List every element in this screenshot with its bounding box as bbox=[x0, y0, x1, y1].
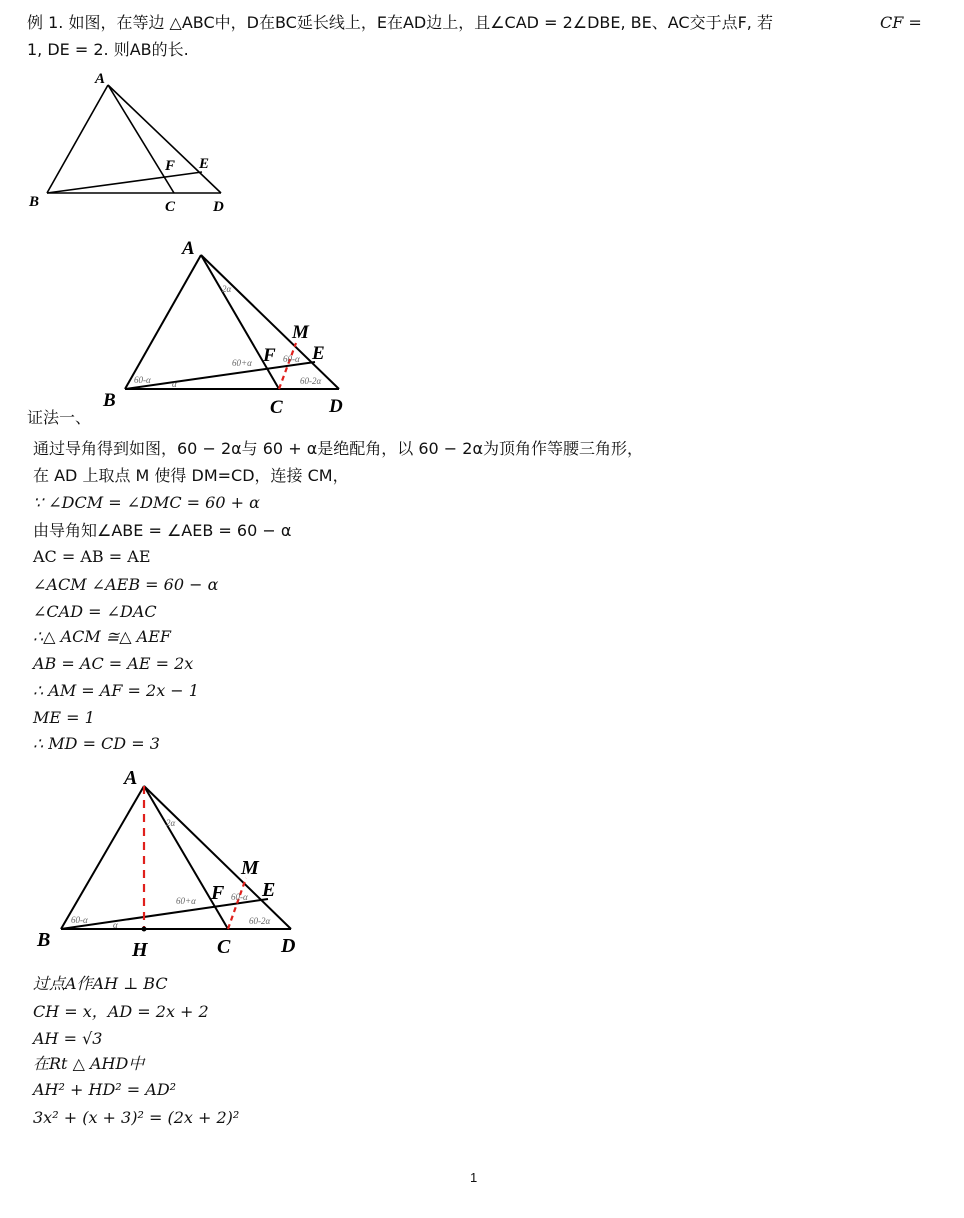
fig3-label-c: C bbox=[217, 936, 231, 958]
fig3-label-d: D bbox=[281, 935, 296, 957]
fig2-label-e: E bbox=[312, 343, 325, 364]
figure-3 bbox=[0, 760, 964, 970]
proof-line: ∴△ ACM ≅△ AEF bbox=[33, 627, 171, 646]
fig3-angle-60m2a: 60-2α bbox=[249, 916, 271, 926]
fig2-angle-60ma-m: 60-α bbox=[283, 354, 300, 364]
proof-title: 证法一、 bbox=[27, 408, 92, 427]
fig2-label-a: A bbox=[182, 238, 195, 259]
proof-line: 在 AD 上取点 M 使得 DM=CD，连接 CM， bbox=[33, 466, 349, 485]
solution-line: AH = √3 bbox=[33, 1029, 103, 1048]
fig2-label-f: F bbox=[263, 345, 276, 366]
proof-line: ∴ AM = AF = 2x − 1 bbox=[33, 681, 199, 700]
fig3-label-f: F bbox=[211, 882, 225, 904]
proof-line: AB = AC = AE = 2x bbox=[33, 654, 194, 673]
fig2-angle-60m2a: 60-2α bbox=[300, 376, 322, 386]
proof-line: ∴ MD = CD = 3 bbox=[33, 734, 160, 753]
fig1-be bbox=[47, 172, 202, 193]
fig1-label-d: D bbox=[213, 199, 224, 215]
fig3-angle-2a: 2α bbox=[166, 818, 176, 828]
fig3-label-h: H bbox=[132, 939, 148, 961]
solution-line: 在Rt △ AHD中 bbox=[33, 1054, 145, 1073]
solution-line: 过点A作AH ⊥ BC bbox=[33, 974, 168, 993]
fig3-angle-60pa: 60+α bbox=[176, 896, 196, 906]
fig2-angle-alpha: α bbox=[172, 379, 177, 389]
page-number: 1 bbox=[470, 1170, 478, 1185]
fig1-label-e: E bbox=[199, 156, 210, 172]
proof-line: ∠ACM ∠AEB = 60 − α bbox=[33, 575, 219, 594]
solution-line: AH² + HD² = AD² bbox=[33, 1080, 177, 1099]
fig2-label-d: D bbox=[329, 396, 343, 417]
fig3-label-e: E bbox=[262, 879, 276, 901]
solution-line: CH = x，AD = 2x + 2 bbox=[33, 1002, 209, 1021]
fig3-label-b: B bbox=[37, 929, 51, 951]
fig1-label-b: B bbox=[29, 194, 40, 210]
fig1-ab bbox=[47, 85, 108, 193]
fig2-angle-60ma-b: 60-α bbox=[134, 375, 151, 385]
proof-line: ∠CAD = ∠DAC bbox=[33, 602, 157, 621]
fig1-label-a: A bbox=[95, 71, 106, 87]
problem-line-1: 例 1. 如图，在等边 △ABC中，D在BC延长线上，E在AD边上，且∠CAD = 2∠DBE, BE、AC交于点F, 若 bbox=[27, 13, 773, 32]
fig3-label-a: A bbox=[124, 767, 138, 789]
proof-line: 通过导角得到如图，60 − 2α与 60 + α是绝配角，以 60 − 2α为顶角作等腰三角形， bbox=[33, 439, 643, 458]
proof-line: ME = 1 bbox=[33, 708, 95, 727]
fig2-angle-60pa: 60+α bbox=[232, 358, 252, 368]
fig3-label-m: M bbox=[241, 857, 259, 879]
figure-1 bbox=[0, 0, 964, 220]
fig2-label-b: B bbox=[103, 390, 116, 411]
proof-line: AC = AB = AE bbox=[33, 547, 151, 566]
figure-2 bbox=[0, 230, 964, 420]
fig2-label-m: M bbox=[292, 322, 309, 343]
fig3-angle-alpha: α bbox=[113, 920, 118, 930]
fig2-angle-2a: 2α bbox=[222, 284, 232, 294]
fig3-angle-60ma-m: 60-α bbox=[231, 892, 248, 902]
fig1-label-f: F bbox=[165, 158, 176, 174]
fig2-label-c: C bbox=[270, 397, 283, 418]
fig3-ab bbox=[61, 786, 144, 929]
fig2-be bbox=[125, 362, 315, 389]
solution-line: 3x² + (x + 3)² = (2x + 2)² bbox=[33, 1108, 240, 1127]
fig3-angle-60ma-b: 60-α bbox=[71, 915, 88, 925]
fig3-ad bbox=[144, 786, 291, 929]
fig3-point-h bbox=[142, 927, 147, 932]
fig2-ab bbox=[125, 255, 201, 389]
problem-line-2: 1, DE = 2. 则AB的长. bbox=[27, 40, 189, 59]
proof-line: ∵ ∠DCM = ∠DMC = 60 + α bbox=[33, 493, 260, 512]
problem-line-1-right: CF = bbox=[880, 13, 922, 32]
fig1-label-c: C bbox=[165, 199, 176, 215]
proof-line: 由导角知∠ABE = ∠AEB = 60 − α bbox=[33, 521, 292, 540]
